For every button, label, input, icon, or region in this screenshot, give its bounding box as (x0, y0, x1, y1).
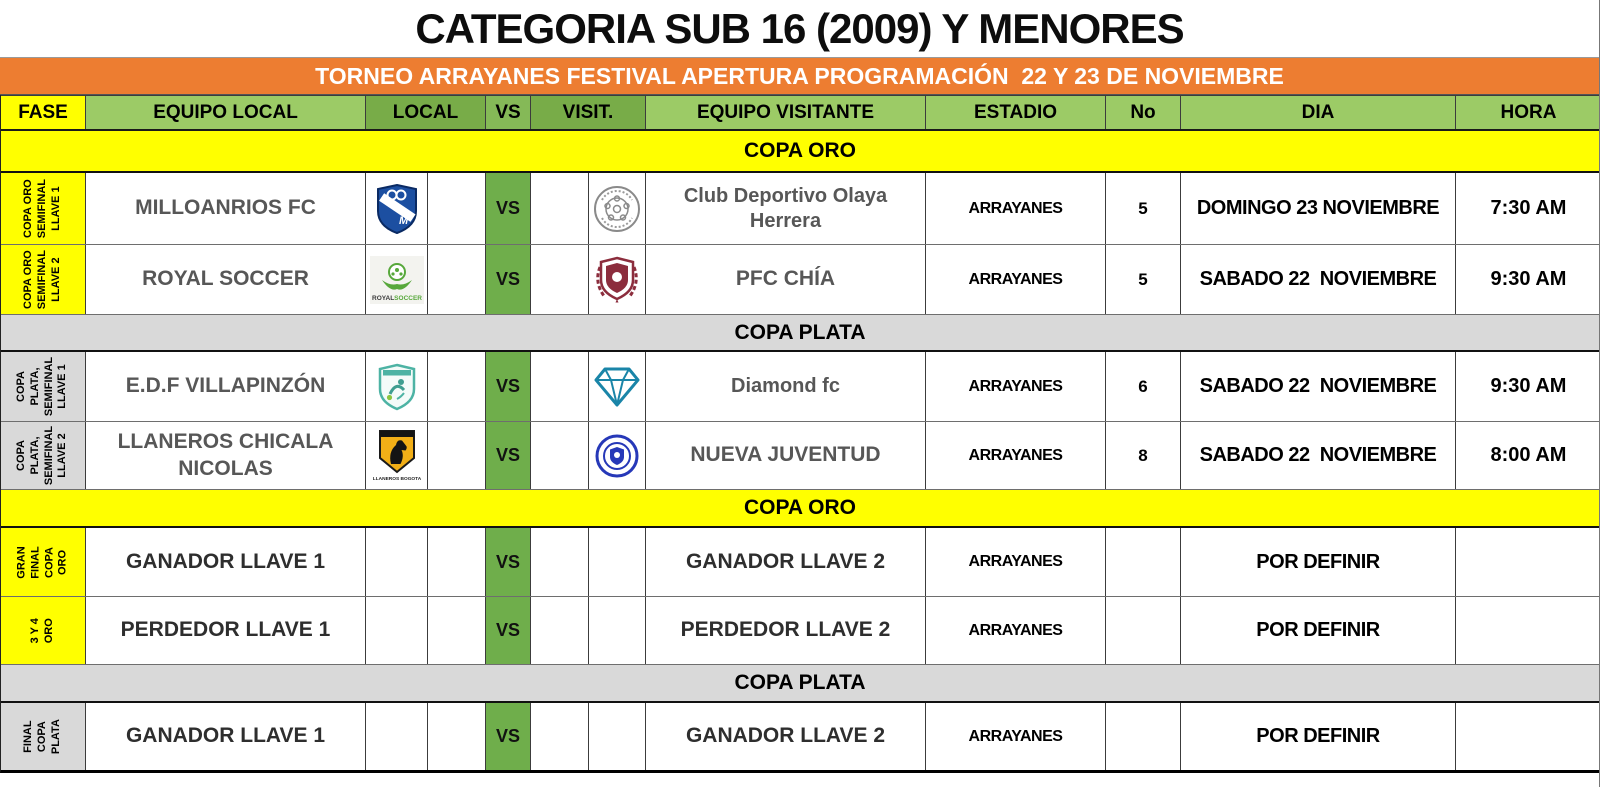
match-row (1, 597, 1599, 665)
llaneros-crest-icon (372, 429, 422, 483)
estadio-cell: ARRAYANES (926, 703, 1106, 770)
local-logo-cell (366, 597, 428, 664)
svg-text:ROYALSOCCER: ROYALSOCCER (371, 294, 422, 302)
vs-cell: VS (486, 528, 531, 596)
visitor-team-name: Club Deportivo Olaya Herrera (646, 173, 926, 244)
visitor-logo-cell (589, 597, 646, 664)
visitor-logo-cell (589, 245, 646, 314)
local-score-cell (428, 173, 486, 244)
header-estadio: ESTADIO (926, 96, 1106, 129)
visitor-score-cell (531, 597, 589, 664)
header-vs: VS (486, 96, 531, 129)
local-team-name: GANADOR LLAVE 1 (86, 528, 366, 596)
fase-cell (1, 597, 86, 664)
olaya-herrera-crest-icon (593, 185, 641, 233)
match-time-cell: 9:30 AM (1490, 375, 1567, 397)
match-day-cell: SABADO 22 NOVIEMBRE (1181, 245, 1456, 314)
schedule-table (0, 95, 1599, 773)
header-fase: FASE (1, 96, 86, 129)
millonarios-crest-icon (375, 184, 419, 234)
match-row (1, 703, 1599, 770)
match-day-cell: POR DEFINIR (1181, 597, 1456, 664)
estadio-cell: ARRAYANES (926, 597, 1106, 664)
estadio-cell: ARRAYANES (926, 352, 1106, 421)
section-band-copa-oro-1: COPA ORO (1, 131, 1599, 173)
local-logo-cell (366, 422, 428, 489)
estadio-cell: ARRAYANES (926, 528, 1106, 596)
visitor-team-name: NUEVA JUVENTUD (646, 422, 926, 489)
local-logo-cell (366, 245, 428, 314)
header-equipo-visitante: EQUIPO VISITANTE (646, 96, 926, 129)
header-no: No (1106, 96, 1181, 129)
visitor-logo-cell (589, 528, 646, 596)
fase-label: COPA ORO SEMIFINAL LLAVE 2 (22, 249, 62, 310)
match-time-cell (1456, 528, 1600, 596)
local-score-cell (428, 528, 486, 596)
local-logo-cell (366, 173, 428, 244)
fase-label: COPA PLATA, SEMIFINAL LLAVE 1 (15, 356, 69, 417)
fase-label: COPA PLATA, SEMIFINAL LLAVE 2 (15, 425, 69, 486)
page-title: CATEGORIA SUB 16 (2009) Y MENORES (415, 4, 1184, 52)
header-visit: VISIT. (531, 96, 646, 129)
villapinzon-crest-icon (377, 363, 417, 411)
visitor-team-name: Diamond fc (646, 352, 926, 421)
match-day-cell: SABADO 22 NOVIEMBRE (1181, 352, 1456, 421)
local-logo-cell (366, 528, 428, 596)
local-team-name: LLANEROS CHICALA NICOLAS (86, 422, 366, 489)
match-number-cell: 5 (1106, 245, 1181, 314)
section-band-copa-plata-2: COPA PLATA (1, 665, 1599, 703)
match-day-cell: POR DEFINIR (1181, 528, 1456, 596)
header-local: LOCAL (366, 96, 486, 129)
visitor-score-cell (531, 245, 589, 314)
visitor-team-name: GANADOR LLAVE 2 (646, 703, 926, 770)
local-logo-cell (366, 352, 428, 421)
match-row (1, 422, 1599, 490)
vs-cell: VS (486, 703, 531, 770)
tournament-banner: TORNEO ARRAYANES FESTIVAL APERTURA PROGRAMACIÓN 22 Y 23 DE NOVIEMBRE (0, 57, 1599, 95)
estadio-cell: ARRAYANES (926, 245, 1106, 314)
match-time-cell: 9:30 AM (1490, 268, 1567, 290)
fase-cell (1, 245, 86, 314)
visitor-score-cell (531, 352, 589, 421)
match-row (1, 173, 1599, 245)
vs-cell: VS (486, 422, 531, 489)
fase-cell (1, 352, 86, 421)
nueva-juventud-crest-icon (595, 434, 639, 478)
visitor-score-cell (531, 422, 589, 489)
match-row (1, 245, 1599, 315)
match-day-cell: POR DEFINIR (1181, 703, 1456, 770)
local-score-cell (428, 352, 486, 421)
match-time-cell (1456, 597, 1600, 664)
estadio-cell: ARRAYANES (926, 422, 1106, 489)
fase-cell (1, 422, 86, 489)
visitor-score-cell (531, 173, 589, 244)
match-number-cell: 8 (1106, 422, 1181, 489)
estadio-cell: ARRAYANES (926, 173, 1106, 244)
royal-soccer-logo-icon (370, 256, 424, 304)
section-band-copa-plata-1: COPA PLATA (1, 315, 1599, 352)
local-score-cell (428, 597, 486, 664)
visitor-logo-cell (589, 173, 646, 244)
fase-label: COPA ORO SEMIFINAL LLAVE 1 (22, 178, 62, 239)
fase-cell (1, 528, 86, 596)
fase-label: 3 Y 4 ORO (29, 617, 55, 644)
local-team-name: E.D.F VILLAPINZÓN (86, 352, 366, 421)
table-header-row (1, 95, 1599, 131)
fase-cell (1, 173, 86, 244)
vs-cell: VS (486, 245, 531, 314)
pfc-chia-crest-icon (591, 255, 643, 305)
svg-text:LLANEROS BOGOTA: LLANEROS BOGOTA (372, 476, 421, 482)
vs-cell: VS (486, 352, 531, 421)
match-number-cell (1106, 703, 1181, 770)
match-row (1, 352, 1599, 422)
visitor-score-cell (531, 528, 589, 596)
visitor-logo-cell (589, 422, 646, 489)
fase-cell (1, 703, 86, 770)
match-day-cell: SABADO 22 NOVIEMBRE (1181, 422, 1456, 489)
local-team-name: PERDEDOR LLAVE 1 (86, 597, 366, 664)
visitor-logo-cell (589, 352, 646, 421)
visitor-logo-cell (589, 703, 646, 770)
match-row (1, 528, 1599, 597)
match-time-cell: 7:30 AM (1490, 197, 1567, 219)
header-hora: HORA (1456, 96, 1600, 129)
visitor-team-name: PFC CHÍA (646, 245, 926, 314)
svg-text:M: M (398, 214, 408, 227)
local-team-name: ROYAL SOCCER (86, 245, 366, 314)
match-number-cell (1106, 597, 1181, 664)
visitor-team-name: GANADOR LLAVE 2 (646, 528, 926, 596)
fase-label: FINAL COPA PLATA (22, 718, 62, 755)
diamond-fc-logo-icon (594, 366, 640, 408)
vs-cell: VS (486, 173, 531, 244)
fase-label: GRAN FINAL COPA ORO (15, 545, 69, 579)
match-number-cell: 5 (1106, 173, 1181, 244)
local-score-cell (428, 245, 486, 314)
local-team-name: GANADOR LLAVE 1 (86, 703, 366, 770)
header-dia: DIA (1181, 96, 1456, 129)
local-logo-cell (366, 703, 428, 770)
match-number-cell: 6 (1106, 352, 1181, 421)
match-day-cell: DOMINGO 23 NOVIEMBRE (1181, 173, 1456, 244)
visitor-score-cell (531, 703, 589, 770)
vs-cell: VS (486, 597, 531, 664)
visitor-team-name: PERDEDOR LLAVE 2 (646, 597, 926, 664)
local-score-cell (428, 422, 486, 489)
match-time-cell: 8:00 AM (1490, 444, 1567, 466)
header-equipo-local: EQUIPO LOCAL (86, 96, 366, 129)
section-band-copa-oro-2: COPA ORO (1, 490, 1599, 528)
match-number-cell (1106, 528, 1181, 596)
local-score-cell (428, 703, 486, 770)
match-time-cell (1456, 703, 1600, 770)
local-team-name: MILLOANRIOS FC (86, 173, 366, 244)
